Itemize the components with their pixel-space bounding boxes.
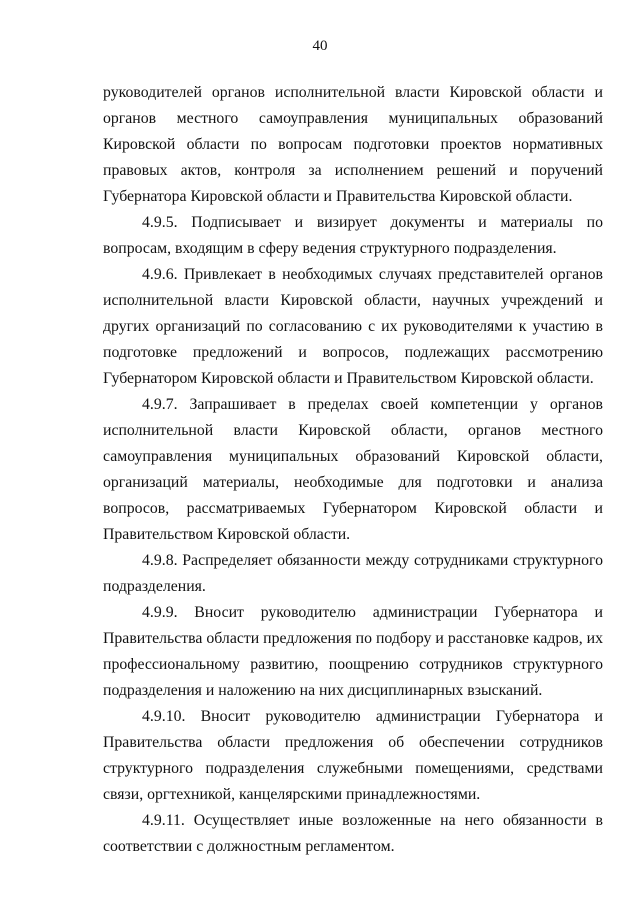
document-body bbox=[103, 80, 603, 860]
paragraph-4-9-8: 4.9.8. Распределяет обязанности между сотрудниками структурного подразделения. bbox=[103, 552, 603, 595]
page-number: 40 bbox=[312, 38, 328, 54]
paragraph-4-9-6: 4.9.6. Привлекает в необходимых случаях представителей органов исполнительной власти Кировской области, научных учреждений и других организаций по согласованию с их руководителями к участию в подготовке предложений и вопросов, подлежащих рассмотрению Губернатором Кировской области и Правительством Кировской области. bbox=[103, 266, 603, 387]
paragraph-4-9-11: 4.9.11. Осуществляет иные возложенные на него обязанности в соответствии с должностным регламентом. bbox=[103, 812, 603, 855]
paragraph-4-9-9: 4.9.9. Вносит руководителю администрации Губернатора и Правительства области предложения по подбору и расстановке кадров, их профессиональному развитию, поощрению сотрудников структурного подразделения и наложению на них дисциплинарных взысканий. bbox=[103, 604, 603, 699]
paragraph-4-9-7: 4.9.7. Запрашивает в пределах своей компетенции у органов исполнительной власти Кировской области, органов местного самоуправления муниципальных образований Кировской области, организаций материалы, необходимые для подготовки и анализа вопросов, рассматриваемых Губернатором Кировской области и Правительством Кировской области. bbox=[103, 396, 603, 543]
paragraph-4-9-10: 4.9.10. Вносит руководителю администрации Губернатора и Правительства области предложения об обеспечении сотрудников структурного подразделения служебными помещениями, средствами связи, оргтехникой, канцелярскими принадлежностями. bbox=[103, 708, 603, 803]
paragraph-continuation: руководителей органов исполнительной власти Кировской области и органов местного самоуправления муниципальных образований Кировской области по вопросам подготовки проектов нормативных правовых актов, контроля за исполнением решений и поручений Губернатора Кировской области и Правительства Кировской области. bbox=[103, 84, 603, 205]
paragraph-4-9-5: 4.9.5. Подписывает и визирует документы и материалы по вопросам, входящим в сферу ведения структурного подразделения. bbox=[103, 214, 603, 257]
